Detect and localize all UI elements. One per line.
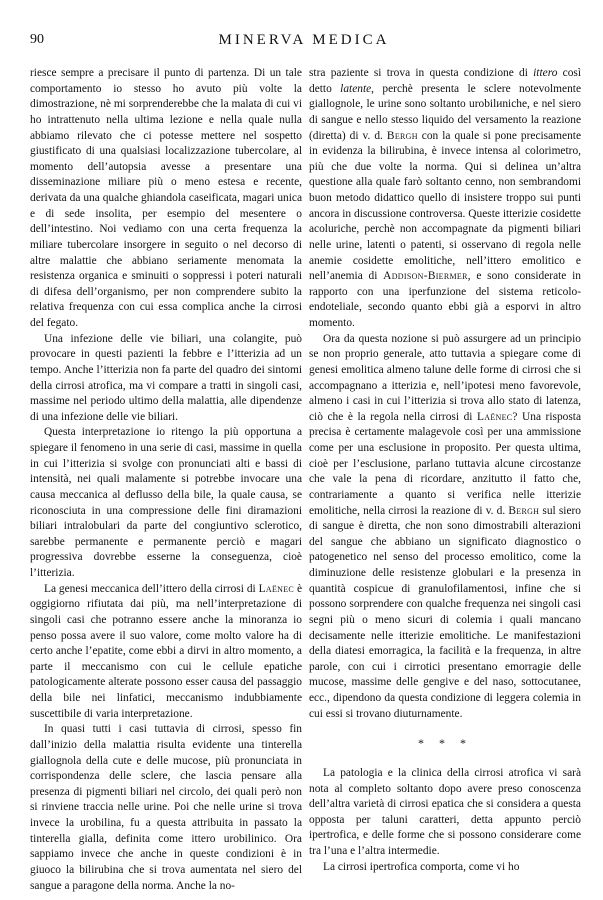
author-name: Laënec	[258, 582, 295, 595]
paragraph: In quasi tutti i casi tuttavia di cirrosi, spesso fin dall’inizio della malattia risulta evidente una tinterella giallognola della cute e delle mucose, più pronunciata in corrispondenza delle sclere, che lascia pensare alla presenza di pigmenti biliari nel circolo, dei quali però non si rinviene traccia nelle urine. Poi che nelle urine si trova invece la urobilina, fu a questa attribuita in passato la tinterella gialla, definita come ittero urobilinico. Ora sappiamo invece che anche in queste condizioni è in giuoco la bilirubina che si trova aumentata nel siero del sangue a paragone della norma. Anche la no-	[30, 723, 302, 892]
section-separator: * * *	[418, 736, 472, 751]
italic-term: latente	[340, 82, 372, 95]
text-run: , e sono considerate in rapporto con una iperfunzione del sistema reticolo-endoteliale, secondo quanto ebbi già a esporvi in altro momento.	[309, 270, 581, 329]
paragraph: Questa interpretazione io ritengo la più opportuna a spiegare il fenomeno in una serie di casi, massime in quella in cui l’itterizia si svolge con pronunciati alti e bassi di intensità, nei quali malamente si potrebbe invocare una causa meccanica al deflusso della bile, la quale causa, se riconosciuta in una compressione delle fini diramazioni biliari intralobulari da parte del congiuntivo sclerotico, sarebbe permanente e permanente perciò e magari progressiva dovrebbe esserne la conseguenza, cioè l’itterizia.	[30, 426, 302, 579]
text-run: , perchè presenta le sclere notevolmente giallognole, le urine sono soltanto urobilиniche, e nel siero di sangue e nello stesso liquido del versamento la reazione (diretta) di v. d.	[309, 82, 582, 142]
paragraph: Una infezione delle vie biliari, una colangite, può provocare in questi pazienti la febbre e l’itterizia ad un tempo. Anche l’itterizia non fa parte del quadro dei sintomi della cirrosi atrofica, ma vi compare a tratti in singoli casi, massime nel periodo ultimo della malattia, alle dipendenze di una infezione delle vie biliari.	[30, 332, 302, 423]
paragraph: La cirrosi ipertrofica comporta, come vi ho	[323, 860, 520, 873]
paragraph	[30, 582, 302, 723]
journal-title: MINERVA MEDICA	[218, 32, 390, 48]
text-run: La genesi meccanica dell’ittero della cirrosi di	[44, 582, 259, 595]
text-run: Ora da questa nozione si può assurgere ad un principio se non proprio generale, atto tuttavia a spiegare come di genesi emolitica almeno talune delle forme di cirrosi che si accompagnano a itterizia e, nell’ipotesi meno favorevole, almeno i casi in cui l’itterizia si trova allo stato di latenza, ciò che è la regola nella cirrosi di	[309, 332, 581, 423]
text-run: sul siero di sangue è diretta, che non sono dimostrabili alterazioni del sangue che abbiano un significato diagnostico o patogenetico nel senso del processo emolitico, come la diminuzione delle resistenze globulari e la presenza in quantità cospicue di granulofilamentosi, infine che si possono sorprendere con qualche frequenza nei singoli casi segni più o meno sicuri di colemia i quali mancano decisamente nelle itterizie emolitiche. Le manifestazioni della diatesi emorragica, la facilità e la frequenza, in altre parole, con cui i cirrotici presentano emorragie delle mucose, massime delle gengive e del naso, sottocutanee, ecc., dipendono da questa condizione di leggera colemia in cui essi si trovano diuturnamente.	[309, 504, 581, 720]
text-run: è oggigiorno rifiutata dai più, ma nell’interpretazione di singoli casi che potranno essere anche la minoranza io penso possa avere il suo valore, come molto valore ha di certo anche l’epatite, come ebbi a dirvi in altro momento, a parte il meccanismo con cui le cellule epatiche patologicamente alterate possono esser causa del passaggio della bile nei linfatici, meccanismo indubbiamente suscettibile di varia interpretazione.	[30, 582, 303, 720]
author-name: Bergh	[508, 504, 540, 517]
text-run: con la quale si pone precisamente in evidenza la bilirubina, è invece intensa al colorimetro, più che due volte la norma. Qui si delinea un’altra questione alla quale farò soltanto cenno, non sembrandomi buon metodo didattico quello di insistere troppo sui punti ancora in discussione controversa. Queste itterizie cosidette acoluriche, perchè non accompagnate da pigmenti biliari nelle urine, latenti o patenti, si osservano di regola nelle anemie cosidette emolitiche, nell’ittero emolitico e nell’anemia di	[309, 129, 581, 283]
paragraph: riesce sempre a precisare il punto di partenza. Di un tale comportamento io stesso ho avuto più volte la dimostrazione, nè mi sorprenderebbe che la malata di cui vi ho intrattenuto nella ultima lezione e nella quale nulla abbiamo rilevato che ci potesse mettere nel sospetto giustificato di una qualsiasi localizzazione tubercolare, al momento dell’autopsia avesse a presentare una disseminazione miliare più o meno estesa e recente, derivata da una qualche ghiandola caseificata, magari unica e di sede insolita, per esempio del mesentere o dell’intestino. Noi vediamo con una certa frequenza la miliare tubercolare insorgere in seguito o nel decorso di altre malattie che abbiano seriamente menomata la resistenza organica e sminuiti o soppressi i poteri naturali di difesa dell’organismo, per non comprendere subito la relativa frequenza con cui essa complica anche la cirrosi del fegato.	[30, 67, 303, 329]
left-column	[30, 66, 302, 894]
author-name: Addison-Biermer	[383, 270, 468, 283]
paragraph	[309, 66, 581, 332]
page-header	[30, 32, 578, 52]
paragraph	[309, 332, 581, 723]
right-column	[309, 66, 581, 875]
text-run: così detto	[309, 67, 581, 95]
paragraph: La patologia e la clinica della cirrosi atrofica vi sarà nota al completo soltanto dopo avere preso conoscenza dell’altra varietà di cirrosi epatica che si considera a questa opposta per taluni caratteri, detta appunto perciò ipertrofica, e delle forme che si possono considerare come tra l’una e l’altra intermedie.	[309, 766, 581, 857]
author-name: Laënec	[477, 410, 513, 423]
italic-term: ittero	[533, 67, 558, 79]
text-run: stra paziente si trova in questa condizione di	[309, 67, 534, 79]
text-run: ? Una risposta precisa è certamente malagevole così per una ammissione come per una esclusione in proposito. Per questa ultima, cioè per l’esclusione, parlano tuttavia alcune circostanze che vale la pena di ricordare, anzitutto il fatto che, contrariamente a quanto si verifica nelle itterizie emolitiche, nella cirrosi la reazione di v. d.	[309, 410, 581, 517]
author-name: Bergh	[386, 129, 418, 142]
page-number: 90	[30, 32, 44, 47]
